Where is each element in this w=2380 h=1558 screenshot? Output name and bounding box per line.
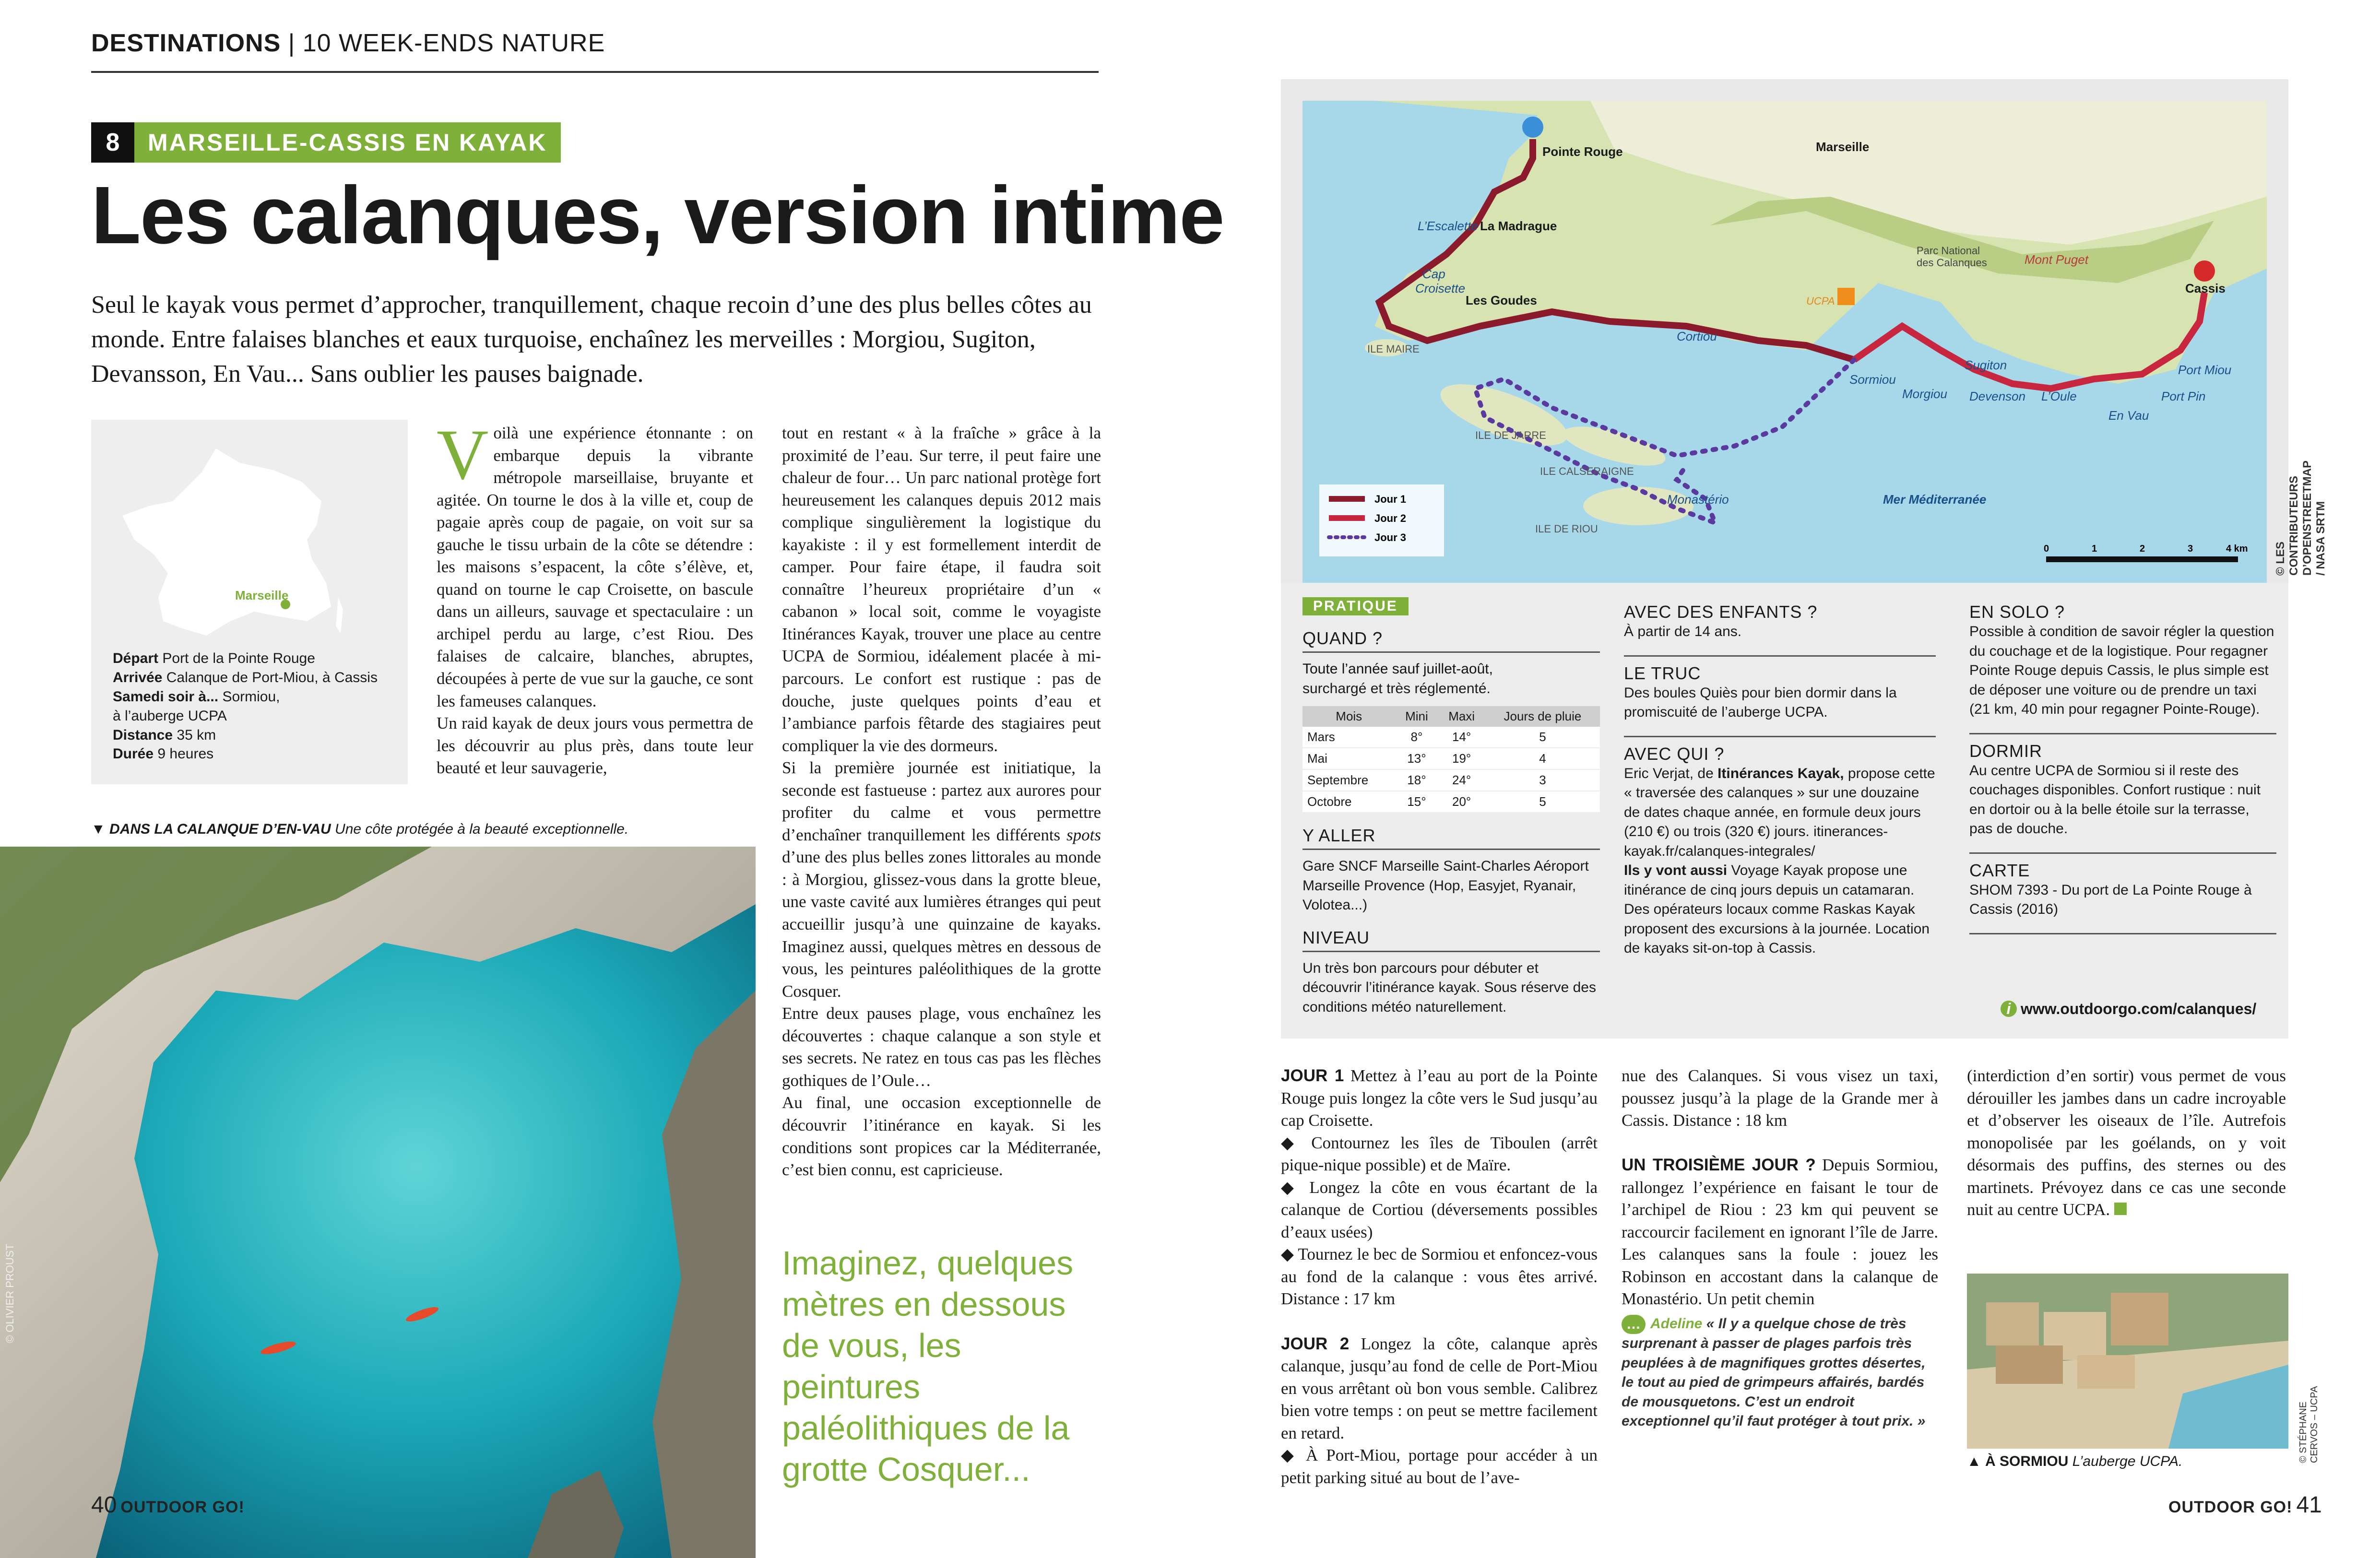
- map-label-escalette: L’Escalette: [1418, 219, 1478, 233]
- truc-text: Des boules Quiès pour bien dormir dans la promiscuité de l’auberge UCPA.: [1624, 685, 1897, 720]
- qui-text: Eric Verjat, de Itinérances Kayak, propose cette « traversée des calanques » sur une douzaine de dates chaque année, en formule deux jours (210 €) ou trois (320 €) jours. itinerances-kayak.fr/calanques-integrales/: [1624, 765, 1935, 859]
- header-rule: [91, 71, 1099, 73]
- quand-title: QUAND ?: [1302, 628, 1383, 648]
- info-samedi: Samedi soir à... Sormiou,: [113, 688, 280, 705]
- map-label-oule: L’Oule: [2041, 389, 2077, 403]
- route-map: [1302, 101, 2267, 595]
- table-row: Octobre 15° 20° 5: [1302, 791, 1600, 813]
- aller-text: Gare SNCF Marseille Saint-Charles Aéroport Marseille Provence (Hop, Easyjet, Ryanair, Volotea...): [1302, 858, 1589, 913]
- page-number-left: 40 OUTDOOR GO!: [91, 1492, 245, 1518]
- map-label-calseraigne: ILE CALSERAIGNE: [1540, 465, 1634, 477]
- meteo-header-mois: Mois: [1302, 706, 1395, 727]
- pratique-col-2: [1624, 602, 1936, 958]
- map-label-cortiou: Cortiou: [1677, 329, 1717, 343]
- truc-title: LE TRUC: [1624, 663, 1701, 683]
- photo-credit: © OLIVIER PROUST: [4, 1244, 16, 1343]
- jour3-label: UN TROISIÈME JOUR ?: [1622, 1156, 1816, 1175]
- map-label-port-pin: Port Pin: [2161, 389, 2206, 403]
- pull-quote: Imaginez, quelques mètres en dessous de vous, les peintures paléolithiques de la grotte Cosquer...: [782, 1244, 1074, 1488]
- legend-label-3: Jour 3: [1374, 531, 1407, 543]
- legend-label-2: Jour 2: [1374, 512, 1407, 524]
- section-rubric: [91, 29, 605, 58]
- info-duree: Durée 9 heures: [113, 746, 214, 762]
- qui-aussi-text: Ils y vont aussi Voyage Kayak propose une itinérance de cinq jours depuis un catamaran. Des opérateurs locaux comme Raskas Kayak proposent des excursions à la journée. Location de kayaks sit-on-top à Cassis.: [1624, 862, 1930, 956]
- scale-bar: [2046, 556, 2238, 562]
- map-label-ile-maire: ILE MAIRE: [1367, 343, 1420, 355]
- map-label-monasterio: Monastério: [1667, 492, 1729, 507]
- map-label-sormiou: Sormiou: [1849, 372, 1896, 387]
- corsica-shape: [336, 597, 343, 633]
- carte-title: CARTE: [1969, 860, 2030, 880]
- body-column-1: Voilà une expérience étonnante : on embarque depuis la vibrante métropole marseillaise, bruyante et agitée. On tourne le dos à la ville et, coup de pagaie après coup de pagaie, on voit sur sa gauche le tissu urbain de la côte se détendre : les maisons s’espacent, la côte s’élève, et, quand on tourne le cap Croisette, on bascule dans un ailleurs, sauvage et spectaculaire : un archipel perdu au large, c’est Riou. Des falaises de calcaire, blanches, abruptes, découpées à perte de vue sur la gauche, ce sont les fameuses calanques. Un raid kayak de deux jours vous permettra de les découvrir au plus près, dans toute leur beauté et leur sauvagerie,: [437, 415, 753, 778]
- speech-bubble-icon: …: [1622, 1315, 1646, 1334]
- web-url[interactable]: www.outdoorgo.com/calanques/: [2021, 1000, 2257, 1017]
- info-icon: i: [2001, 1001, 2017, 1017]
- qui-title: AVEC QUI ?: [1624, 744, 1725, 764]
- enfants-title: AVEC DES ENFANTS ?: [1624, 602, 1818, 622]
- map-label-marseille: Marseille: [1816, 140, 1870, 154]
- france-map: [120, 444, 350, 645]
- meteo-header-mini: Mini: [1395, 706, 1438, 727]
- map-label-parc-2: des Calanques: [1917, 257, 1987, 269]
- niveau-rule: [1302, 951, 1600, 952]
- meteo-table: [1302, 706, 1600, 813]
- quand-text: Toute l’année sauf juillet-août, surchargé et très réglementé.: [1302, 661, 1493, 696]
- quand-rule: [1302, 651, 1600, 653]
- map-label-cassis: Cassis: [2185, 281, 2226, 295]
- map-label-mer: Mer Méditerranée: [1883, 492, 1987, 507]
- page-number-right: OUTDOOR GO! 41: [2168, 1492, 2322, 1518]
- subsection-name: 10 WEEK-ENDS NATURE: [302, 29, 605, 57]
- map-legend: [1319, 484, 1444, 556]
- marseille-label: Marseille: [235, 588, 289, 602]
- map-label-ucpa: UCPA: [1806, 295, 1835, 307]
- map-label-goudes: Les Goudes: [1466, 293, 1537, 307]
- drop-cap: V: [437, 415, 489, 495]
- map-label-mont-puget: Mont Puget: [2025, 252, 2088, 267]
- map-label-riou: ILE DE RIOU: [1535, 523, 1598, 535]
- start-pin-icon: [1522, 117, 1543, 138]
- table-row: Mai 13° 19° 4: [1302, 748, 1600, 769]
- pratique-col-1: [1302, 628, 1600, 1017]
- solo-title: EN SOLO ?: [1969, 602, 2065, 622]
- table-row: Mars 8° 14° 5: [1302, 727, 1600, 748]
- pratique-col-3: [1969, 602, 2276, 934]
- info-box: [91, 420, 408, 784]
- legend-label-1: Jour 1: [1374, 493, 1407, 505]
- headline: Les calanques, version intime: [91, 170, 1224, 261]
- web-rule: [1969, 933, 2276, 934]
- photo2-credit: © STÉPHANE CERVOS – UCPA: [2298, 1386, 2320, 1463]
- ucpa-icon: [1837, 288, 1855, 305]
- carte-text: SHOM 7393 - Du port de La Pointe Rouge à Cassis (2016): [1969, 882, 2252, 917]
- map-label-port-miou: Port Miou: [2178, 363, 2232, 377]
- map-label-jarre: ILE DE JARRE: [1475, 429, 1546, 441]
- map-label-en-vau: En Vau: [2108, 408, 2149, 423]
- section-name: DESTINATIONS: [91, 29, 281, 57]
- info-samedi-2: à l’auberge UCPA: [113, 708, 227, 724]
- table-row: Septembre 18° 24° 3: [1302, 769, 1600, 791]
- dormir-title: DORMIR: [1969, 741, 2042, 761]
- scale-label-1: 1: [2092, 543, 2097, 554]
- itinerary-column-1: JOUR 1 Mettez à l’eau au port de la Pointe Rouge puis longez la côte vers le Sud jusqu’au cap Croisette. ◆ Contournez les îles de Tiboulen (arrêt pique-nique possible) et de Maïre. ◆ Longez la côte en vous écartant de la calanque de Cortiou (déversements possibles d’eaux usées) ◆ Tournez le bec de Sormiou et enfoncez-vous au fond de la calanque : vous êtes arrivé. Distance : 17 km JOUR 2 Longez la côte, calanque après calanque, jusqu’au fond de celle de Port-Miou en vous arrêtant où bon vous semble. Calibrez bien votre temps : on peut se mettre facilement en retard. ◆ À Port-Miou, portage pour accéder à un petit parking situé au bout de l’ave-: [1281, 1066, 1598, 1487]
- map-label-cap: Cap: [1422, 267, 1445, 281]
- photo-caption: ▼ DANS LA CALANQUE D’EN-VAU Une côte protégée à la beauté exceptionnelle.: [91, 821, 629, 837]
- meteo-header-maxi: Maxi: [1438, 706, 1485, 727]
- itinerary-column-2: nue des Calanques. Si vous visez un taxi, poussez jusqu’à la plage de la Grande mer à Cassis. Distance : 18 km UN TROISIÈME JOUR ? Depuis Sormiou, rallongez l’expérience en faisant le tour de l’archipel de Riou : 23 km qui peuvent se raccourcir facilement en ignorant l’île de Jarre. Les calanques sans la foule : jouez les Robinson en accostant dans la calanque de Monastério. Un petit chemin: [1622, 1066, 1938, 1309]
- aller-title: Y ALLER: [1302, 826, 1376, 845]
- map-panel: [1281, 79, 2288, 585]
- map-credit: © LES CONTRIBUTEURS D’OPENSTREETMAP / NASA SRTM: [2274, 460, 2327, 576]
- map-label-pointe-rouge: Pointe Rouge: [1542, 144, 1623, 159]
- info-distance: Distance 35 km: [113, 727, 216, 743]
- map-label-devenson: Devenson: [1969, 389, 2026, 403]
- qui-rule: [1624, 736, 1936, 737]
- jour1-label: JOUR 1: [1281, 1066, 1344, 1085]
- article-tag: [91, 122, 561, 163]
- testimonial-name: Adeline: [1650, 1316, 1703, 1332]
- solo-text: Possible à condition de savoir régler la question du couchage et de la logistique. Pour regagner Pointe Rouge depuis Cassis, le plus simple est de déposer une voiture ou de prendre un taxi (21 km, 40 min pour regagner Pointe-Rouge).: [1969, 624, 2274, 717]
- calanque-photo: [0, 847, 756, 1558]
- enfants-text: À partir de 14 ans.: [1624, 624, 1742, 639]
- standfirst: Seul le kayak vous permet d’approcher, tranquillement, chaque recoin d’une des plus belles côtes au monde. Entre falaises blanches et eaux turquoise, enchaînez les merveilles : Morgiou, Sugiton, Devansson, En Vau... Sans oublier les pauses baignade.: [91, 291, 1092, 388]
- dormir-text: Au centre UCPA de Sormiou si il reste des couchages disponibles. Confort rustique : nuit en dortoir ou à la belle étoile sur la terrasse, pas de douche.: [1969, 762, 2261, 837]
- testimonial-text: « Il y a quelque chose de très surprenant à passer de plages parfois très peuplées à de magnifiques grottes désertes, le tout au pied de grimpeurs affairés, bardés de mousquetons. C’est un endroit exceptionnel qu’il faut protéger à tout prix. »: [1622, 1316, 1926, 1429]
- rubric-separator: |: [281, 29, 303, 57]
- map-label-parc-1: Parc National: [1917, 245, 1980, 257]
- scale-label-3: 3: [2188, 543, 2193, 554]
- map-label-croisette: Croisette: [1415, 281, 1466, 295]
- scale-label-4: 4 km: [2226, 543, 2248, 554]
- scale-label-2: 2: [2140, 543, 2145, 554]
- tag-number: 8: [91, 122, 134, 163]
- testimonial: [1622, 1314, 1938, 1431]
- map-label-morgiou: Morgiou: [1902, 387, 1947, 401]
- niveau-title: NIVEAU: [1302, 927, 1370, 947]
- body-column-2: tout en restant « à la fraîche » grâce à la proximité de l’eau. Sur terre, il peut faire une chaleur de four… Un parc national protège fort heureusement les calanques depuis 2012 mais complique singulièrement la logistique du kayakiste : il y est formellement interdit de camper. Pour faire étape, il faudra soit connaître l’heureux propriétaire d’un « cabanon » local soit, comme le voyagiste Itinérances Kayak, trouver une place au centre UCPA de Sormiou, idéalement placée à mi-parcours. Le confort est rustique : pas de douche, juste quelques points d’eau et l’ambiance parfois fêtarde des stagiaires peut compliquer la vie des dormeurs. Si la première journée est initiatique, la seconde est fastueuse : partez aux aurores pour profiter du calme et vous permettre d’enchaîner tranquillement les différents spots d’une des plus belles zones littorales au monde : à Morgiou, glissez-vous dans la grotte bleue, une vaste cavité aux lumières étranges qui peut accueillir jusqu’à une quinzaine de kayaks. Imaginez aussi, quelques mètres en dessous de vous, les peintures paléolithiques de la grotte Cosquer. Entre deux pauses plage, vous enchaînez les découvertes : chaque calanque a son style et ses secrets. Ne ratez en tous cas pas les flèches gothiques de l’Oule… Au final, une occasion exceptionnelle de découvrir l’itinérance en kayak. Si les conditions sont propices car la Méditerranée, c’est bien connu, est capricieuse.: [782, 424, 1101, 1180]
- triangle-up-icon: ▲: [1967, 1453, 1986, 1469]
- pratique-tag: PRATIQUE: [1302, 597, 1409, 615]
- tag-label: MARSEILLE-CASSIS EN KAYAK: [134, 122, 561, 163]
- sormiou-photo: [1967, 1274, 2288, 1449]
- info-arrivee: Arrivée Calanque de Port-Miou, à Cassis: [113, 669, 378, 685]
- end-pin-icon: [2194, 260, 2215, 282]
- meteo-header-pluie: Jours de pluie: [1485, 706, 1600, 727]
- aller-rule: [1302, 849, 1600, 850]
- itinerary-column-3: (interdiction d’en sortir) vous permet de vous dérouiller les jambes dans un cadre incroyable et d’observer les oiseaux de l’île. Autrefois monopolisée par les goélands, on y voit désormais des puffins, des sternes ou des martinets. Prévoyez dans ce cas une seconde nuit au centre UCPA.: [1967, 1066, 2286, 1219]
- info-list: [113, 649, 401, 764]
- scale-label-0: 0: [2044, 543, 2049, 554]
- france-shape: [122, 449, 331, 636]
- dormir-rule: [1969, 733, 2276, 734]
- carte-rule: [1969, 852, 2276, 854]
- web-link[interactable]: [2001, 1000, 2256, 1018]
- photo2-caption: ▲ À SORMIOU L’auberge UCPA.: [1967, 1453, 2183, 1469]
- niveau-text: Un très bon parcours pour débuter et découvrir l’itinérance kayak. Sous réserve des conditions météo naturellement.: [1302, 960, 1596, 1015]
- info-depart: Départ Port de la Pointe Rouge: [113, 650, 315, 666]
- truc-rule: [1624, 655, 1936, 657]
- map-label-madrague: La Madrague: [1480, 219, 1557, 233]
- jour2-label: JOUR 2: [1281, 1334, 1350, 1353]
- map-label-sugiton: Sugiton: [1965, 358, 2007, 372]
- end-mark-icon: [2114, 1203, 2127, 1215]
- triangle-down-icon: ▼: [91, 821, 110, 837]
